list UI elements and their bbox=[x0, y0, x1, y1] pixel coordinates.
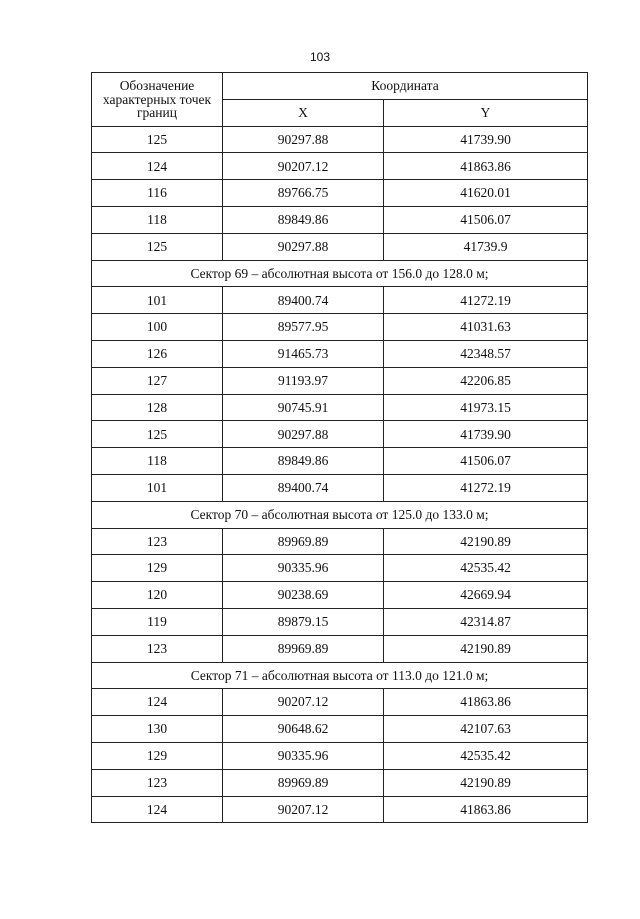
table-row bbox=[92, 528, 588, 555]
y-cell: 41620.01 bbox=[384, 180, 588, 207]
x-cell: 89577.95 bbox=[223, 314, 384, 341]
y-cell: 41506.07 bbox=[384, 448, 588, 475]
table-row bbox=[92, 635, 588, 662]
table-row bbox=[92, 394, 588, 421]
table-row bbox=[92, 421, 588, 448]
point-cell: 123 bbox=[92, 528, 223, 555]
point-cell: 101 bbox=[92, 474, 223, 501]
x-cell: 90207.12 bbox=[223, 153, 384, 180]
y-cell: 42190.89 bbox=[384, 769, 588, 796]
table-row bbox=[92, 153, 588, 180]
table-row bbox=[92, 689, 588, 716]
point-cell: 129 bbox=[92, 555, 223, 582]
point-cell: 119 bbox=[92, 608, 223, 635]
table-row bbox=[92, 716, 588, 743]
y-cell: 41739.90 bbox=[384, 421, 588, 448]
x-cell: 90238.69 bbox=[223, 582, 384, 609]
y-cell: 41863.86 bbox=[384, 796, 588, 823]
table-row bbox=[92, 367, 588, 394]
y-cell: 42535.42 bbox=[384, 742, 588, 769]
header-x: X bbox=[223, 99, 384, 126]
x-cell: 90297.88 bbox=[223, 421, 384, 448]
sector-title: Сектор 71 – абсолютная высота от 113.0 до 121.0 м; bbox=[92, 662, 588, 689]
table-row bbox=[92, 287, 588, 314]
point-cell: 124 bbox=[92, 796, 223, 823]
sector-title: Сектор 70 – абсолютная высота от 125.0 до 133.0 м; bbox=[92, 501, 588, 528]
point-cell: 129 bbox=[92, 742, 223, 769]
x-cell: 91465.73 bbox=[223, 340, 384, 367]
x-cell: 90745.91 bbox=[223, 394, 384, 421]
table-row bbox=[92, 769, 588, 796]
y-cell: 41506.07 bbox=[384, 206, 588, 233]
y-cell: 41739.90 bbox=[384, 126, 588, 153]
page-number: 103 bbox=[309, 50, 331, 64]
x-cell: 90207.12 bbox=[223, 689, 384, 716]
y-cell: 41863.86 bbox=[384, 153, 588, 180]
point-cell: 123 bbox=[92, 769, 223, 796]
table-row bbox=[92, 233, 588, 260]
point-cell: 124 bbox=[92, 153, 223, 180]
table-row bbox=[92, 555, 588, 582]
header-coordinate: Координата bbox=[223, 73, 588, 100]
point-cell: 125 bbox=[92, 233, 223, 260]
point-cell: 128 bbox=[92, 394, 223, 421]
table-row bbox=[92, 206, 588, 233]
y-cell: 41272.19 bbox=[384, 474, 588, 501]
table-row bbox=[92, 340, 588, 367]
point-cell: 123 bbox=[92, 635, 223, 662]
header-y: Y bbox=[384, 99, 588, 126]
y-cell: 41739.9 bbox=[384, 233, 588, 260]
x-cell: 89969.89 bbox=[223, 635, 384, 662]
y-cell: 42190.89 bbox=[384, 635, 588, 662]
x-cell: 90335.96 bbox=[223, 742, 384, 769]
x-cell: 90648.62 bbox=[223, 716, 384, 743]
x-cell: 89849.86 bbox=[223, 206, 384, 233]
table-row bbox=[92, 126, 588, 153]
x-cell: 89400.74 bbox=[223, 474, 384, 501]
point-cell: 124 bbox=[92, 689, 223, 716]
x-cell: 90297.88 bbox=[223, 126, 384, 153]
y-cell: 42314.87 bbox=[384, 608, 588, 635]
y-cell: 41272.19 bbox=[384, 287, 588, 314]
table-row bbox=[92, 608, 588, 635]
x-cell: 90335.96 bbox=[223, 555, 384, 582]
y-cell: 42206.85 bbox=[384, 367, 588, 394]
sector-row bbox=[92, 662, 588, 689]
sector-row bbox=[92, 260, 588, 287]
sector-row bbox=[92, 501, 588, 528]
table-row bbox=[92, 474, 588, 501]
point-cell: 118 bbox=[92, 448, 223, 475]
x-cell: 89879.15 bbox=[223, 608, 384, 635]
coordinates-table bbox=[91, 72, 588, 823]
x-cell: 91193.97 bbox=[223, 367, 384, 394]
sector-title: Сектор 69 – абсолютная высота от 156.0 до 128.0 м; bbox=[92, 260, 588, 287]
point-cell: 125 bbox=[92, 126, 223, 153]
y-cell: 41863.86 bbox=[384, 689, 588, 716]
y-cell: 42107.63 bbox=[384, 716, 588, 743]
y-cell: 41973.15 bbox=[384, 394, 588, 421]
x-cell: 89849.86 bbox=[223, 448, 384, 475]
table-row bbox=[92, 448, 588, 475]
point-cell: 126 bbox=[92, 340, 223, 367]
table-row bbox=[92, 180, 588, 207]
point-cell: 116 bbox=[92, 180, 223, 207]
x-cell: 89969.89 bbox=[223, 528, 384, 555]
point-cell: 127 bbox=[92, 367, 223, 394]
table-row bbox=[92, 314, 588, 341]
x-cell: 90207.12 bbox=[223, 796, 384, 823]
header-designation: Обозначение характерных точек границ bbox=[92, 73, 223, 127]
point-cell: 120 bbox=[92, 582, 223, 609]
table-body bbox=[92, 126, 588, 823]
point-cell: 125 bbox=[92, 421, 223, 448]
x-cell: 89400.74 bbox=[223, 287, 384, 314]
y-cell: 42669.94 bbox=[384, 582, 588, 609]
point-cell: 118 bbox=[92, 206, 223, 233]
x-cell: 89766.75 bbox=[223, 180, 384, 207]
x-cell: 90297.88 bbox=[223, 233, 384, 260]
table-row bbox=[92, 742, 588, 769]
point-cell: 100 bbox=[92, 314, 223, 341]
y-cell: 42190.89 bbox=[384, 528, 588, 555]
y-cell: 42348.57 bbox=[384, 340, 588, 367]
table-row bbox=[92, 796, 588, 823]
y-cell: 41031.63 bbox=[384, 314, 588, 341]
point-cell: 101 bbox=[92, 287, 223, 314]
x-cell: 89969.89 bbox=[223, 769, 384, 796]
table-header bbox=[92, 73, 588, 127]
table-row bbox=[92, 582, 588, 609]
y-cell: 42535.42 bbox=[384, 555, 588, 582]
point-cell: 130 bbox=[92, 716, 223, 743]
